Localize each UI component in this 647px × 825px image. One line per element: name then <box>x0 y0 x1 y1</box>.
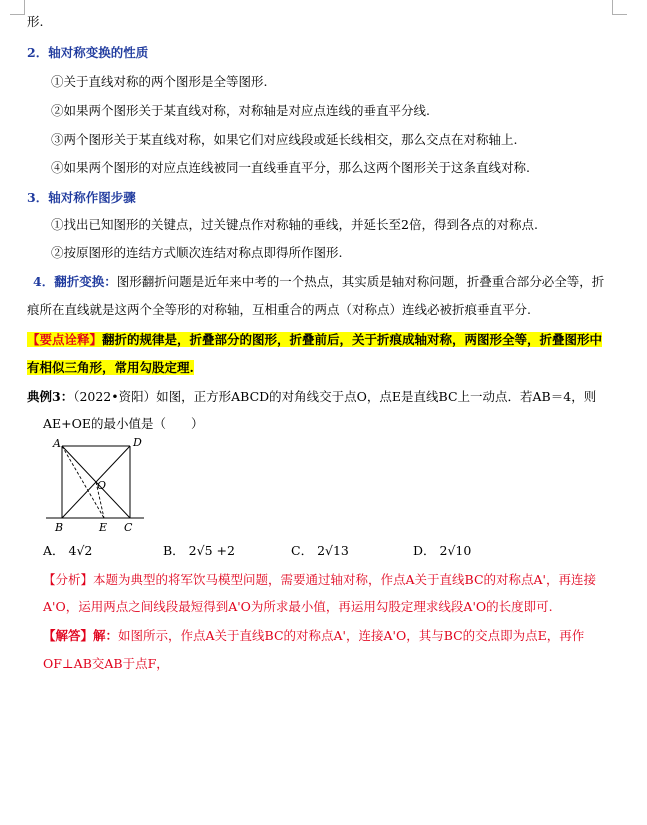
section4-line-2: 痕所在直线就是这两个全等形的对称轴，互相重合的两点（对称点）连线必被折痕垂直平分. <box>27 302 531 317</box>
option-d <box>413 542 471 560</box>
point-label-o: O <box>97 479 107 492</box>
answer-text-1: 如图所示，作点A关于直线BC的对称点A'，连接A'O，其与BC的交点即为点E，再作 <box>118 628 585 643</box>
point-label-b: B <box>55 521 64 534</box>
section4-title: 4．翻折变换： <box>33 274 117 289</box>
section2-title: 2．轴对称变换的性质 <box>27 45 149 60</box>
option-c-text: 2√13 <box>317 543 349 558</box>
section4-text-1: 图形翻折问题是近年来中考的一个热点，其实质是轴对称问题，折叠重合部分必全等，折 <box>116 274 605 289</box>
section2-item-3: ③两个图形关于某直线对称，如果它们对应线段或延长线相交，那么交点在对称轴上. <box>51 132 518 147</box>
point-label-c: C <box>124 521 133 534</box>
answer-label: 【解答】解： <box>43 628 119 643</box>
option-d-text: 2√10 <box>439 543 472 558</box>
option-a <box>43 542 92 560</box>
option-b <box>163 542 235 560</box>
top-fragment: 形. <box>27 14 44 29</box>
key-point-label: 【要点诠释】 <box>27 332 103 347</box>
page-corner-mark <box>10 0 25 15</box>
page-corner-mark <box>612 0 627 15</box>
point-label-d: D <box>133 436 142 449</box>
option-b-text: 2√5 +2 <box>188 543 235 558</box>
section2-item-1: ①关于直线对称的两个图形是全等图形. <box>51 74 268 89</box>
section3-title: 3．轴对称作图步骤 <box>27 190 136 205</box>
option-d-letter: D． <box>413 543 436 558</box>
option-a-text: 4√2 <box>68 543 93 558</box>
example-line-1 <box>27 388 596 406</box>
section2-item-2: ②如果两个图形关于某直线对称，对称轴是对应点连线的垂直平分线. <box>51 103 430 118</box>
key-point-text-2: 有相似三角形，常用勾股定理. <box>27 360 194 375</box>
option-c-letter: C． <box>291 543 314 558</box>
square-diagram <box>40 434 150 534</box>
key-point-line-1 <box>27 331 602 349</box>
example-line-2: AE+OE的最小值是（ ） <box>43 416 204 431</box>
example-label: 典例3： <box>27 389 74 404</box>
key-point-line-2 <box>27 359 194 377</box>
section3-item-1: ①找出已知图形的关键点，过关键点作对称轴的垂线，并延长至2倍，得到各点的对称点. <box>51 217 538 232</box>
answer-line-1 <box>43 627 584 645</box>
option-a-letter: A． <box>43 543 65 558</box>
analysis-line-1: 【分析】本题为典型的将军饮马模型问题，需要通过轴对称，作点A关于直线BC的对称点A'，再连接 <box>43 572 596 587</box>
option-b-letter: B． <box>163 543 185 558</box>
section2-item-4: ④如果两个图形的对应点连线被同一直线垂直平分，那么这两个图形关于这条直线对称. <box>51 160 530 175</box>
example-text-1: （2022•资阳）如图，正方形ABCD的对角线交于点O，点E是直线BC上一动点．若AB＝4，则 <box>73 389 597 404</box>
key-point-text-1: 翻折的规律是，折叠部分的图形，折叠前后，关于折痕成轴对称，两图形全等，折叠图形中 <box>102 332 603 347</box>
answer-line-2: OF⊥AB交AB于点F， <box>43 656 169 671</box>
point-label-e: E <box>99 521 108 534</box>
section3-item-2: ②按原图形的连结方式顺次连结对称点即得所作图形. <box>51 245 343 260</box>
option-c <box>291 542 349 560</box>
point-label-a: A <box>53 437 61 450</box>
analysis-line-2: A'O，运用两点之间线段最短得到A'O为所求最小值，再运用勾股定理求线段A'O的长度即可. <box>43 599 553 614</box>
section4-line-1 <box>33 273 604 291</box>
